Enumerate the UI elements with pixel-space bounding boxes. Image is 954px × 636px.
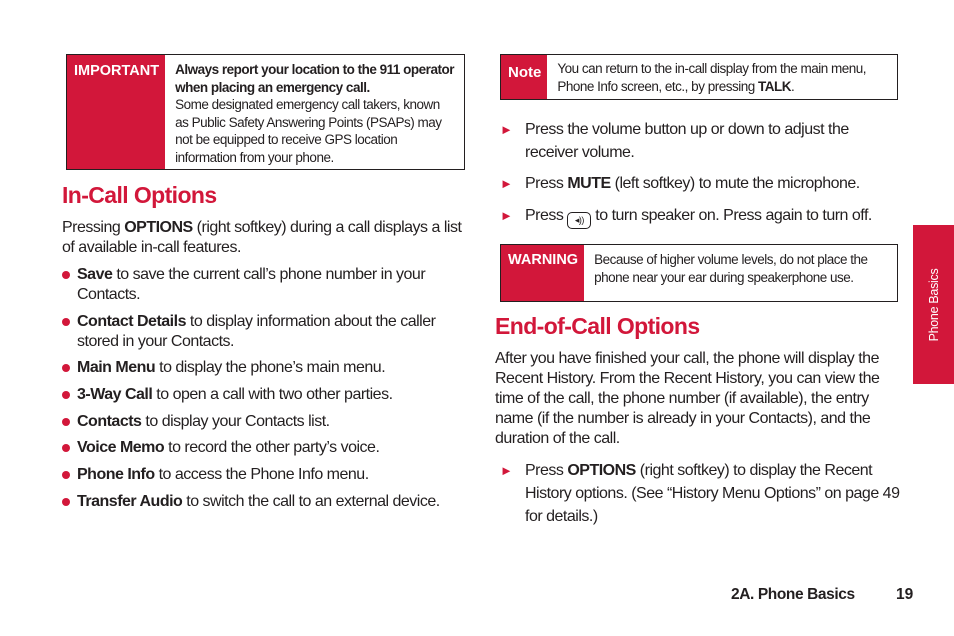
history-options-step: ► Press OPTIONS (right softkey) to display the Recent History options. (See “History Menu Options” on page 49 for details.): [500, 459, 900, 528]
bullet-icon: [62, 471, 70, 479]
arrow-icon: ►: [500, 176, 513, 191]
bullet-icon: [62, 271, 70, 279]
important-text: Some designated emergency call takers, known as Public Safety Answering Points (PSAPs) may not be equipped to receive GPS location information from your phone.: [175, 97, 442, 165]
options-key-label: OPTIONS: [567, 462, 636, 479]
list-item: Phone Info to access the Phone Info menu.: [62, 465, 462, 485]
warning-body: Because of higher volume levels, do not place the phone near your ear during speakerphone use.: [594, 252, 868, 285]
list-item: Contact Details to display information about the caller stored in your Contacts.: [62, 312, 462, 352]
talk-key-label: TALK: [757, 78, 791, 94]
important-bold-text: Always report your location to the 911 operator when placing an emergency call.: [175, 62, 454, 95]
in-call-options-heading: In-Call Options: [62, 182, 217, 208]
section-side-tab-label: Phone Basics: [926, 268, 941, 341]
important-body: [165, 55, 464, 169]
warning-callout: [500, 244, 898, 302]
arrow-icon: ►: [500, 463, 513, 478]
bullet-icon: [62, 444, 70, 452]
bullet-icon: [62, 418, 70, 426]
list-item: Save to save the current call’s phone number in your Contacts.: [62, 265, 462, 305]
mute-step: ► Press MUTE (left softkey) to mute the microphone.: [500, 172, 900, 195]
in-call-intro: Pressing OPTIONS (right softkey) during a call displays a list of available in-call features.: [62, 219, 462, 256]
volume-step: ► Press the volume button up or down to adjust the receiver volume.: [500, 118, 900, 164]
list-item: 3-Way Call to open a call with two other parties.: [62, 385, 462, 405]
bullet-icon: [62, 391, 70, 399]
bullet-icon: [62, 498, 70, 506]
end-of-call-options-heading: End-of-Call Options: [495, 313, 700, 339]
mute-key-label: MUTE: [567, 175, 611, 192]
end-of-call-intro: After you have finished your call, the phone will display the Recent History. From the Recent History, you can view the time of the call, the phone number (if available), the entry name (if the number is already in your Contacts), and the duration of the call.: [495, 350, 880, 447]
important-tag: IMPORTANT: [67, 55, 165, 169]
list-item: Voice Memo to record the other party’s voice.: [62, 438, 462, 458]
section-side-tab: [913, 225, 954, 384]
note-callout: [500, 54, 898, 100]
bullet-icon: [62, 318, 70, 326]
list-item: Contacts to display your Contacts list.: [62, 412, 462, 432]
bullet-icon: [62, 364, 70, 372]
note-tag: Note: [501, 55, 547, 99]
arrow-icon: ►: [500, 122, 513, 137]
speaker-step: ► Press ◂)) to turn speaker on. Press again to turn off.: [500, 204, 900, 229]
page-number: 19: [896, 586, 914, 603]
speaker-key-icon: ◂)): [567, 212, 591, 229]
list-item: Main Menu to display the phone’s main menu.: [62, 358, 462, 378]
arrow-icon: ►: [500, 208, 513, 223]
warning-tag: WARNING: [501, 245, 584, 301]
in-call-features-list: [62, 265, 462, 519]
important-callout: [66, 54, 465, 170]
note-body: You can return to the in-call display from the main menu, Phone Info screen, etc., by pressing TALK.: [557, 61, 867, 94]
list-item: Transfer Audio to switch the call to an external device.: [62, 492, 462, 512]
options-key-label: OPTIONS: [124, 219, 193, 236]
footer-section-title: 2A. Phone Basics: [731, 586, 855, 603]
